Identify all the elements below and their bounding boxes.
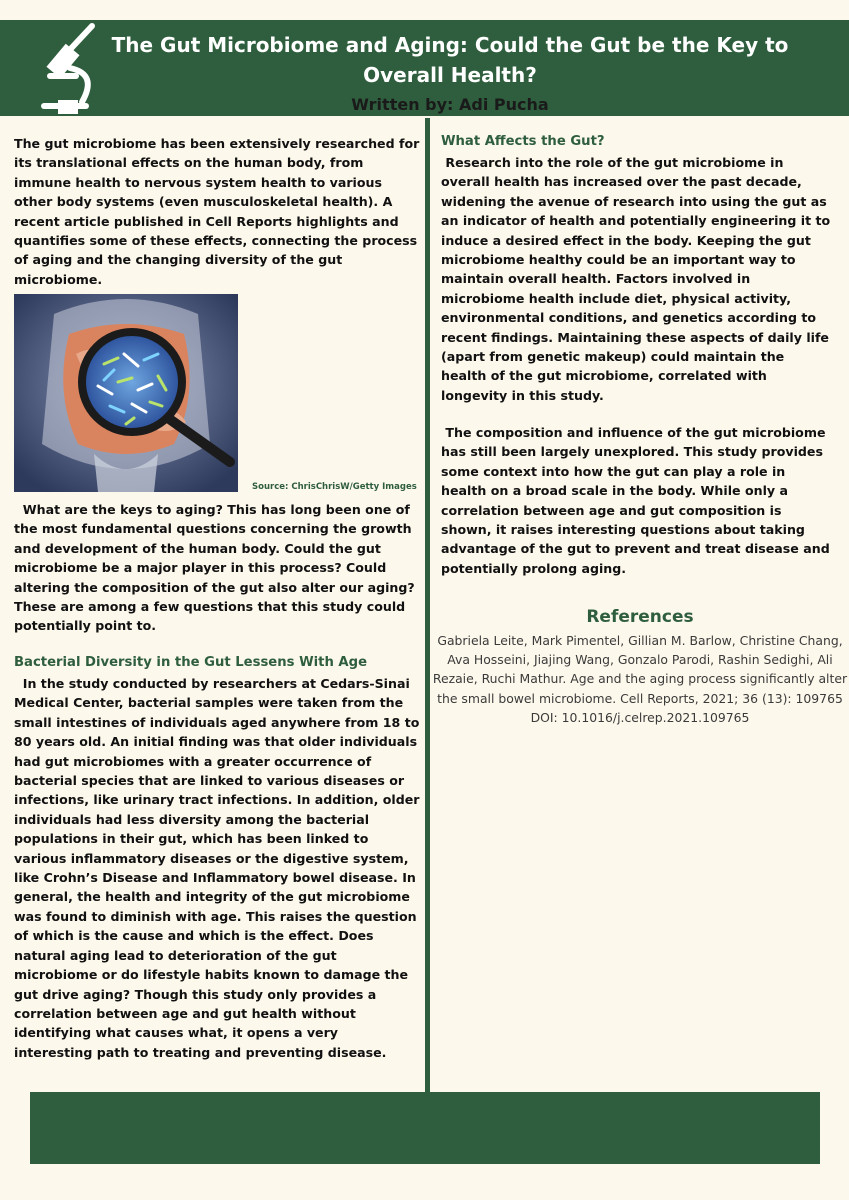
what-affects-gut-heading: What Affects the Gut?: [441, 134, 605, 149]
references-text: Gabriela Leite, Mark Pimentel, Gillian M. Barlow, Christine Chang, Ava Hosseini, Jiajing Wang, Gonzalo Parodi, Rashin Sedighi, Ali Rezaie, Ruchi Mathur. Age and the aging process significantly alter the small bowel microbiome. Cell Reports, 2021; 36 (13): 109765 DOI: 10.1016/j.celrep.2021.109765: [432, 633, 848, 725]
what-affects-gut-paragraph: Research into the role of the gut microbiome in overall health has increased over the past decade, widening the avenue of research into using the gut as an indicator of health and potentially engineering it to induce a desired effect in the body. Keeping the gut microbiome healthy could be an important way to maintain overall health. Factors involved in microbiome health include diet, physical activity, environmental conditions, and genetics according to recent findings. Maintaining these aspects of daily life (apart from genetic makeup) could maintain the health of the gut microbiome, correlated with longevity in this study.: [441, 155, 831, 403]
bacterial-diversity-paragraph: In the study conducted by researchers at Cedars-Sinai Medical Center, bacterial samples were taken from the small intestines of individuals aged anywhere from 18 to 80 years old. An initial finding was that older individuals had gut microbiomes with a greater occurrence of bacterial species that are linked to various diseases or infections, like urinary tract infections. In addition, older individuals had less diversity among the bacterial populations in their gut, which has been linked to various inflammatory diseases or the digestive system, like Crohn’s Disease and Inflammatory bowel disease. In general, the health and integrity of the gut microbiome was found to diminish with age. This raises the question of which is the cause and which is the effect. Does natural aging lead to deterioration of the gut microbiome or do lifestyle habits known to damage the gut drive aging? Though this study only provides a correlation between age and gut health without identifying what causes what, it opens a very interesting path to treating and preventing disease.: [14, 676, 420, 1060]
photo-credit: Source: ChrisChrisW/Getty Images: [252, 482, 417, 492]
keys-to-aging-paragraph: What are the keys to aging? This has long been one of the most fundamental questions concerning the growth and development of the human body. Could the gut microbiome be a major player in this process? Could altering the composition of the gut also alter our aging? These are among a few questions that this study could potentially point to.: [14, 502, 415, 634]
bacterial-diversity-heading: Bacterial Diversity in the Gut Lessens With Age: [14, 655, 368, 670]
references-heading: References: [586, 607, 694, 627]
page-title: The Gut Microbiome and Aging: Could the Gut be the Key to Overall Health?: [111, 33, 789, 87]
composition-paragraph: The composition and influence of the gut microbiome has still been largely unexplored. This study provides some context into how the gut can play a role in health on a broad scale in the body. While only a correlation between age and gut composition is shown, it raises interesting questions about taking advantage of the gut to prevent and treat disease and potentially prolong aging.: [441, 425, 830, 576]
author-line: Written by: Adi Pucha: [351, 95, 549, 114]
footer-banner: [30, 1092, 820, 1164]
column-divider: [425, 118, 430, 1093]
gut-microbiome-photo: [14, 294, 238, 492]
intro-paragraph: The gut microbiome has been extensively researched for its translational effects on the human body, from immune health to nervous system health to various other body systems (even musculoskeletal health). A recent article published in Cell Reports highlights and quantifies some of these effects, connecting the process of aging and the changing diversity of the gut microbiome.: [14, 136, 420, 287]
